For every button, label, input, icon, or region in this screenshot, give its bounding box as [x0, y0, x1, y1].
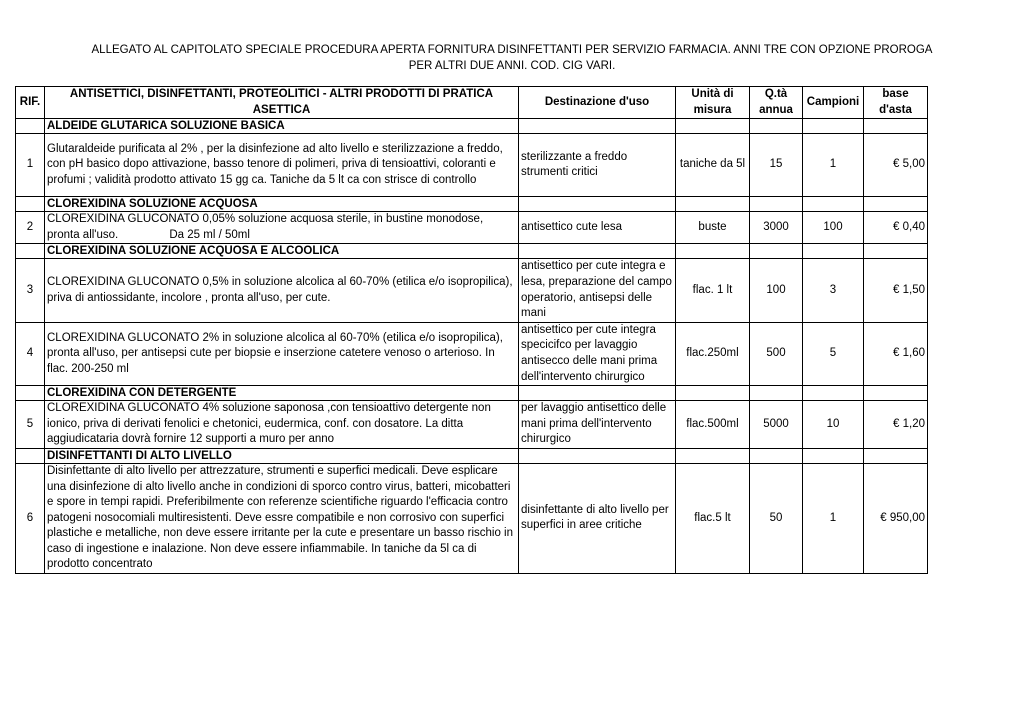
description-cell: CLOREXIDINA GLUCONATO 4% soluzione saponosa ,con tensioattivo detergente non ionico, priva di derivati fenolici e chetonici, eudermica, conf. con dosatore. La ditta aggiudicataria dovrà fornire 12 supporti a muro per anno: [45, 401, 519, 449]
section-empty-cell: [803, 197, 864, 212]
destination-cell: disinfettante di alto livello per superfici in aree critiche: [519, 463, 676, 573]
header-destination: Destinazione d'uso: [519, 87, 676, 119]
section-empty-cell: [750, 119, 803, 134]
rif-cell: 1: [16, 134, 45, 197]
products-table: [15, 86, 928, 574]
section-empty-cell: [803, 448, 864, 463]
destination-cell: antisettico per cute integra e lesa, preparazione del campo operatorio, antisepsi delle mani: [519, 259, 676, 322]
section-empty-cell: [676, 448, 750, 463]
table-row: [16, 401, 928, 449]
samples-cell: 1: [803, 463, 864, 573]
section-empty-cell: [864, 119, 928, 134]
samples-cell: 5: [803, 322, 864, 385]
section-empty-cell: [750, 244, 803, 259]
price-cell: € 1,20: [864, 401, 928, 449]
section-empty-cell: [16, 197, 45, 212]
section-row: [16, 386, 928, 401]
samples-cell: 1: [803, 134, 864, 197]
section-row: [16, 244, 928, 259]
section-empty-cell: [676, 119, 750, 134]
qty-cell: 3000: [750, 212, 803, 244]
table-row: [16, 463, 928, 573]
qty-cell: 100: [750, 259, 803, 322]
section-empty-cell: [803, 244, 864, 259]
section-empty-cell: [750, 448, 803, 463]
section-label: CLOREXIDINA SOLUZIONE ACQUOSA E ALCOOLICA: [45, 244, 519, 259]
description-cell: CLOREXIDINA GLUCONATO 0,05% soluzione acquosa sterile, in bustine monodose, pronta all'uso. Da 25 ml / 50ml: [45, 212, 519, 244]
section-empty-cell: [803, 386, 864, 401]
header-unit: Unità di misura: [676, 87, 750, 119]
destination-cell: antisettico per cute integra specicifco per lavaggio antisecco delle mani prima dell'intervento chirurgico: [519, 322, 676, 385]
title-line-2: PER ALTRI DUE ANNI. COD. CIG VARI.: [408, 60, 616, 72]
price-cell: € 0,40: [864, 212, 928, 244]
unit-cell: buste: [676, 212, 750, 244]
section-empty-cell: [676, 386, 750, 401]
table-row: [16, 322, 928, 385]
description-cell: Disinfettante di alto livello per attrezzature, strumenti e superfici medicali. Deve esplicare una disinfezione di alto livello anche in condizioni di sporco contro virus, batteri, micobatteri e spore in tempi rapidi. Preferibilmente con referenze scientifiche riguardo l'efficacia contro patogeni nosocomiali multiresistenti. Deve essre compatibile e non corrosivo con superfici plastiche e metalliche, non deve essere irritante per la cute e presentare un basso rischio in caso di ingestione e inalazione. Non deve essere infiammabile. In taniche da 5l ca di prodotto concentrato: [45, 463, 519, 573]
description-cell: Glutaraldeide purificata al 2% , per la disinfezione ad alto livello e sterilizzazione a freddo, con pH basico dopo attivazione, basso tenore di polimeri, priva di tensioattivi, coloranti e profumi ; validità prodotto attivato 15 gg ca. Taniche da 5 lt ca con strisce di controllo: [45, 134, 519, 197]
section-empty-cell: [519, 244, 676, 259]
section-empty-cell: [16, 244, 45, 259]
header-samples: Campioni: [803, 87, 864, 119]
table-row: [16, 259, 928, 322]
section-empty-cell: [16, 119, 45, 134]
section-label: CLOREXIDINA CON DETERGENTE: [45, 386, 519, 401]
qty-cell: 15: [750, 134, 803, 197]
unit-cell: flac.5 lt: [676, 463, 750, 573]
section-empty-cell: [16, 386, 45, 401]
rif-cell: 4: [16, 322, 45, 385]
table-row: [16, 212, 928, 244]
section-empty-cell: [676, 197, 750, 212]
section-empty-cell: [519, 386, 676, 401]
destination-cell: antisettico cute lesa: [519, 212, 676, 244]
unit-cell: flac. 1 lt: [676, 259, 750, 322]
rif-cell: 2: [16, 212, 45, 244]
rif-cell: 5: [16, 401, 45, 449]
price-cell: € 1,50: [864, 259, 928, 322]
section-label: DISINFETTANTI DI ALTO LIVELLO: [45, 448, 519, 463]
price-cell: € 1,60: [864, 322, 928, 385]
samples-cell: 3: [803, 259, 864, 322]
header-qty: Q.tà annua: [750, 87, 803, 119]
title-line-1: ALLEGATO AL CAPITOLATO SPECIALE PROCEDURA APERTA FORNITURA DISINFETTANTI PER SERVIZIO FARMACIA. ANNI TRE CON OPZIONE PROROGA: [91, 44, 933, 56]
destination-cell: per lavaggio antisettico delle mani prima dell'intervento chirurgico: [519, 401, 676, 449]
section-empty-cell: [519, 119, 676, 134]
section-empty-cell: [864, 244, 928, 259]
price-cell: € 5,00: [864, 134, 928, 197]
destination-cell: sterilizzante a freddo strumenti critici: [519, 134, 676, 197]
header-description: ANTISETTICI, DISINFETTANTI, PROTEOLITICI - ALTRI PRODOTTI DI PRATICA ASETTICA: [45, 87, 519, 119]
qty-cell: 500: [750, 322, 803, 385]
unit-cell: flac.500ml: [676, 401, 750, 449]
section-empty-cell: [803, 119, 864, 134]
section-empty-cell: [16, 448, 45, 463]
section-label: ALDEIDE GLUTARICA SOLUZIONE BASICA: [45, 119, 519, 134]
description-cell: CLOREXIDINA GLUCONATO 2% in soluzione alcolica al 60-70% (etilica e/o isopropilica), pronta all'uso, per antisepsi cute per biopsie e inserzione catetere venoso o arterioso. In flac. 200-250 ml: [45, 322, 519, 385]
rif-cell: 3: [16, 259, 45, 322]
section-empty-cell: [864, 197, 928, 212]
price-cell: € 950,00: [864, 463, 928, 573]
section-empty-cell: [750, 386, 803, 401]
description-cell: CLOREXIDINA GLUCONATO 0,5% in soluzione alcolica al 60-70% (etilica e/o isopropilica), priva di antiossidante, incolore , pronta all'uso, per cute.: [45, 259, 519, 322]
section-empty-cell: [864, 448, 928, 463]
section-empty-cell: [519, 448, 676, 463]
samples-cell: 10: [803, 401, 864, 449]
section-row: [16, 197, 928, 212]
unit-cell: flac.250ml: [676, 322, 750, 385]
samples-cell: 100: [803, 212, 864, 244]
section-empty-cell: [864, 386, 928, 401]
section-label: CLOREXIDINA SOLUZIONE ACQUOSA: [45, 197, 519, 212]
rif-cell: 6: [16, 463, 45, 573]
unit-cell: taniche da 5l: [676, 134, 750, 197]
section-empty-cell: [519, 197, 676, 212]
header-row: [16, 87, 928, 119]
header-base-price: base d'asta: [864, 87, 928, 119]
table-row: [16, 134, 928, 197]
qty-cell: 50: [750, 463, 803, 573]
qty-cell: 5000: [750, 401, 803, 449]
header-rif: RIF.: [16, 87, 45, 119]
section-empty-cell: [676, 244, 750, 259]
section-row: [16, 448, 928, 463]
document-title: [40, 42, 984, 74]
section-empty-cell: [750, 197, 803, 212]
section-row: [16, 119, 928, 134]
